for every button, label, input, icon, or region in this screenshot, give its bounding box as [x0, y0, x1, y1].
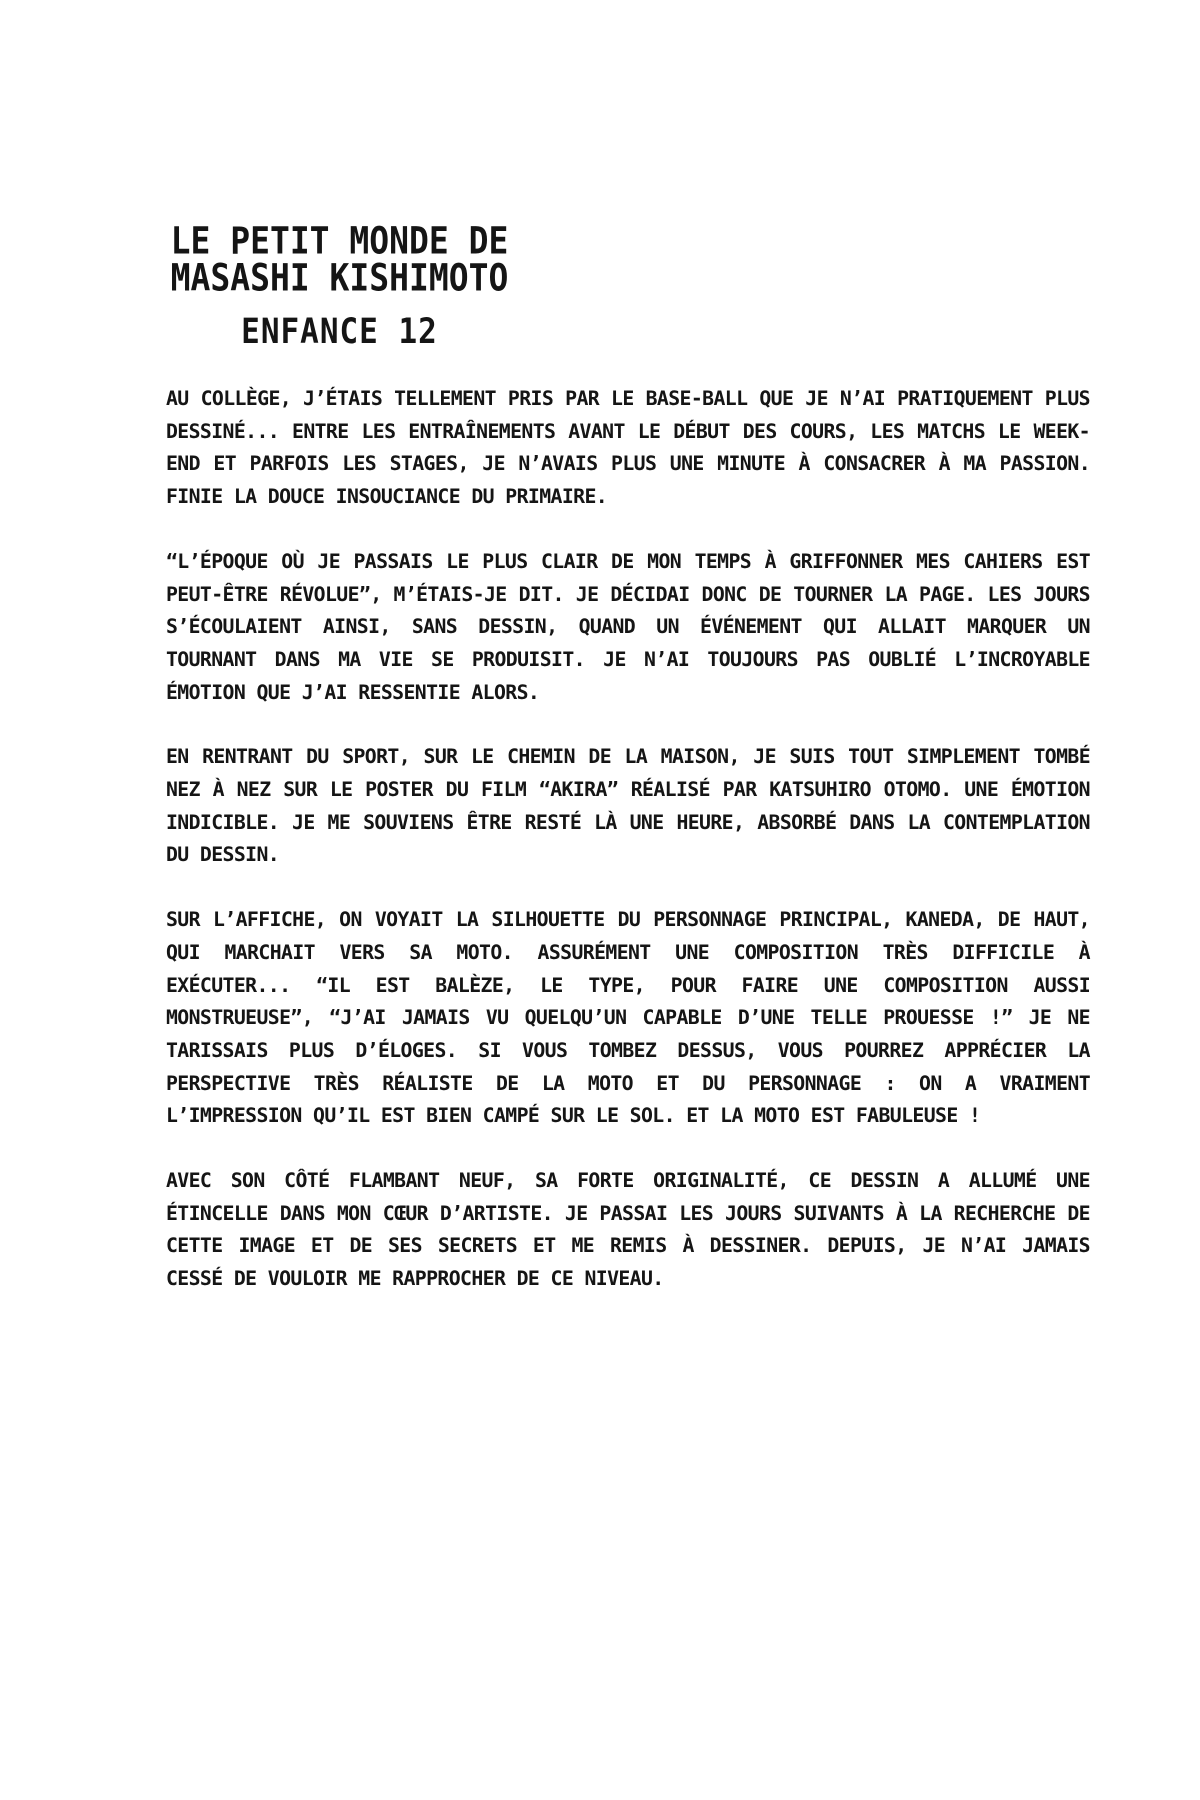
paragraph-1: AU COLLÈGE, J’ÉTAIS TELLEMENT PRIS PAR LE BASE-BALL QUE JE N’AI PRATIQUEMENT PLUS DESSINÉ... ENTRE LES ENTRAÎNEMENTS AVANT LE DÉBUT DES COURS, LES MATCHS LE WEEK-END ET PARFOIS LES STAGES, JE N’AVAIS PLUS UNE MINUTE À CONSACRER À MA PASSION. FINIE LA DOUCE INSOUCIANCE DU PRIMAIRE.	[166, 387, 1090, 509]
chapter-subtitle: ENFANCE 12	[241, 311, 438, 353]
paragraph-2: “L’ÉPOQUE OÙ JE PASSAIS LE PLUS CLAIR DE MON TEMPS À GRIFFONNER MES CAHIERS EST PEUT-ÊTRE RÉVOLUE”, M’ÉTAIS-JE DIT. JE DÉCIDAI DONC DE TOURNER LA PAGE. LES JOURS S’ÉCOULAIENT AINSI, SANS DESSIN, QUAND UN ÉVÉNEMENT QUI ALLAIT MARQUER UN TOURNANT DANS MA VIE SE PRODUISIT. JE N’AI TOUJOURS PAS OUBLIÉ L’INCROYABLE ÉMOTION QUE J’AI RESSENTIE ALORS.	[166, 549, 1090, 704]
body-text	[166, 383, 1090, 1328]
paragraph-5: AVEC SON CÔTÉ FLAMBANT NEUF, SA FORTE ORIGINALITÉ, CE DESSIN A ALLUMÉ UNE ÉTINCELLE DANS MON CŒUR D’ARTISTE. JE PASSAI LES JOURS SUIVANTS À LA RECHERCHE DE CETTE IMAGE ET DE SES SECRETS ET ME REMIS À DESSINER. DEPUIS, JE N’AI JAMAIS CESSÉ DE VOULOIR ME RAPPROCHER DE CE NIVEAU.	[166, 1169, 1090, 1291]
page-title-line-2: MASASHI KISHIMOTO	[170, 255, 509, 300]
title-block	[152, 218, 527, 353]
paragraph-4: SUR L’AFFICHE, ON VOYAIT LA SILHOUETTE DU PERSONNAGE PRINCIPAL, KANEDA, DE HAUT, QUI MARCHAIT VERS SA MOTO. ASSURÉMENT UNE COMPOSITION TRÈS DIFFICILE À EXÉCUTER... “IL EST BALÈZE, LE TYPE, POUR FAIRE UNE COMPOSITION AUSSI MONSTRUEUSE”, “J’AI JAMAIS VU QUELQU’UN CAPABLE D’UNE TELLE PROUESSE !” JE NE TARISSAIS PLUS D’ÉLOGES. SI VOUS TOMBEZ DESSUS, VOUS POURREZ APPRÉCIER LA PERSPECTIVE TRÈS RÉALISTE DE LA MOTO ET DU PERSONNAGE : ON A VRAIMENT L’IMPRESSION QU’IL EST BIEN CAMPÉ SUR LE SOL. ET LA MOTO EST FABULEUSE !	[166, 908, 1090, 1128]
page-title-line-1: LE PETIT MONDE DE	[170, 218, 509, 263]
paragraph-3: EN RENTRANT DU SPORT, SUR LE CHEMIN DE LA MAISON, JE SUIS TOUT SIMPLEMENT TOMBÉ NEZ À NEZ SUR LE POSTER DU FILM “AKIRA” RÉALISÉ PAR KATSUHIRO OTOMO. UNE ÉMOTION INDICIBLE. JE ME SOUVIENS ÊTRE RESTÉ LÀ UNE HEURE, ABSORBÉ DANS LA CONTEMPLATION DU DESSIN.	[166, 745, 1090, 867]
